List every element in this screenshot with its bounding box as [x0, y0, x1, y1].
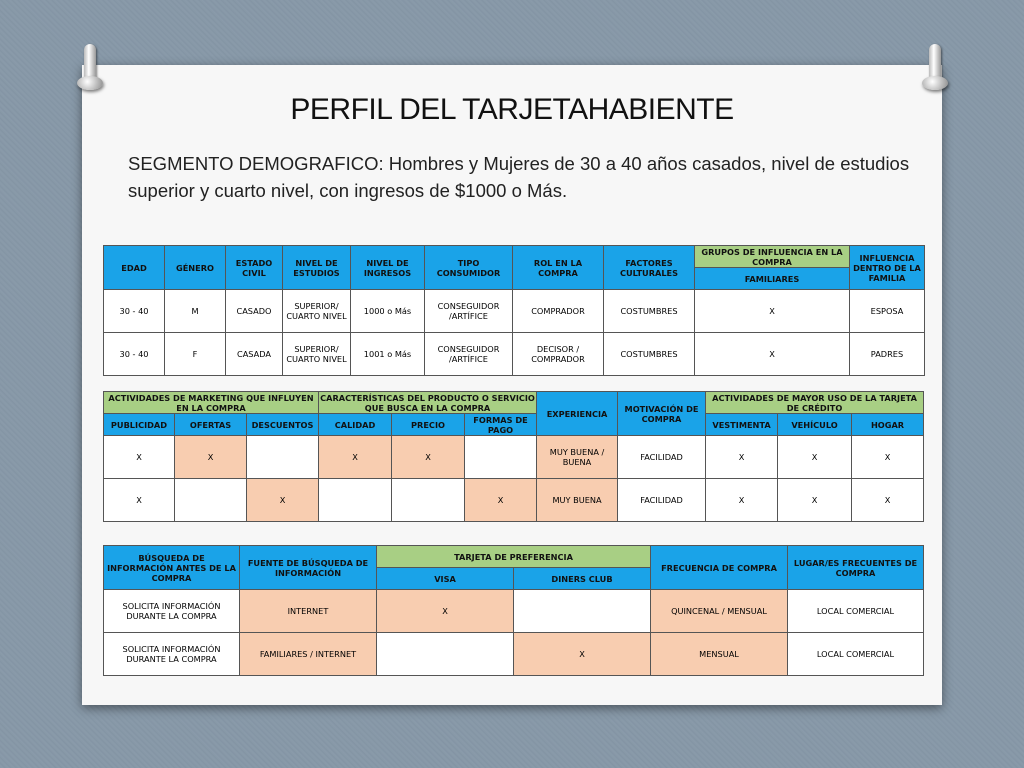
header-ofertas: OFERTAS — [175, 414, 247, 436]
header-experiencia: EXPERIENCIA — [537, 392, 618, 436]
table-cell: COSTUMBRES — [604, 290, 695, 333]
header-estado-civil: ESTADO CIVIL — [226, 246, 283, 290]
table-preferences — [103, 545, 924, 676]
table-cell: MENSUAL — [651, 633, 788, 676]
header-nivel-estudios: NIVEL DE ESTUDIOS — [283, 246, 351, 290]
table-cell: X — [392, 436, 465, 479]
table-marketing — [103, 391, 924, 522]
table-cell — [465, 436, 537, 479]
table-cell: X — [852, 479, 924, 522]
table-cell: FAMILIARES / INTERNET — [240, 633, 377, 676]
segment-text: Hombres y Mujeres de 30 a 40 años casados, nivel de estudios superior y cuarto nivel, con ingresos de $1000 o Más. — [128, 153, 910, 201]
table-cell: INTERNET — [240, 590, 377, 633]
header-tarjeta-preferencia: TARJETA DE PREFERENCIA — [377, 546, 651, 568]
table-cell: CONSEGUIDOR /ARTÍFICE — [425, 333, 513, 376]
table-cell: PADRES — [850, 333, 925, 376]
header-tipo-consumidor: TIPO CONSUMIDOR — [425, 246, 513, 290]
table-cell: QUINCENAL / MENSUAL — [651, 590, 788, 633]
table-cell: X — [104, 479, 175, 522]
header-descuentos: DESCUENTOS — [247, 414, 319, 436]
table-cell: DECISOR / COMPRADOR — [513, 333, 604, 376]
segment-paragraph — [128, 150, 918, 204]
segment-label: SEGMENTO DEMOGRAFICO: — [128, 153, 384, 174]
table-cell: X — [377, 590, 514, 633]
table-cell: X — [778, 436, 852, 479]
table-cell: CASADA — [226, 333, 283, 376]
table-cell: COSTUMBRES — [604, 333, 695, 376]
table-row — [104, 333, 925, 376]
header-grupos-influencia: GRUPOS DE INFLUENCIA EN LA COMPRA — [695, 246, 850, 268]
table-row — [104, 479, 924, 522]
table-cell: X — [852, 436, 924, 479]
table-cell — [377, 633, 514, 676]
table-cell: LOCAL COMERCIAL — [788, 633, 924, 676]
header-diners: DINERS CLUB — [514, 568, 651, 590]
table-cell: X — [706, 436, 778, 479]
pushpin-left-icon — [77, 44, 103, 90]
table-cell: LOCAL COMERCIAL — [788, 590, 924, 633]
table-cell: MUY BUENA / BUENA — [537, 436, 618, 479]
table-row — [104, 590, 924, 633]
table-cell: X — [514, 633, 651, 676]
header-caracteristicas: CARACTERÍSTICAS DEL PRODUCTO O SERVICIO QUE BUSCA EN LA COMPRA — [320, 392, 535, 413]
header-rol-compra: ROL EN LA COMPRA — [513, 246, 604, 290]
header-publicidad: PUBLICIDAD — [104, 414, 175, 436]
header-precio: PRECIO — [392, 414, 465, 436]
header-factores-culturales: FACTORES CULTURALES — [604, 246, 695, 290]
table-cell — [247, 436, 319, 479]
table-cell: X — [175, 436, 247, 479]
table-cell: F — [165, 333, 226, 376]
table-cell: X — [706, 479, 778, 522]
table-cell: M — [165, 290, 226, 333]
header-actividades-marketing: ACTIVIDADES DE MARKETING QUE INFLUYEN EN LA COMPRA — [104, 392, 319, 414]
header-hogar: HOGAR — [852, 414, 924, 436]
header-influencia-familia: INFLUENCIA DENTRO DE LA FAMILIA — [850, 246, 925, 290]
header-fuente: FUENTE DE BÚSQUEDA DE INFORMACIÓN — [240, 546, 377, 590]
table-cell: FACILIDAD — [618, 436, 706, 479]
table-cell: SUPERIOR/ CUARTO NIVEL — [283, 333, 351, 376]
table-cell: COMPRADOR — [513, 290, 604, 333]
table-cell: X — [319, 436, 392, 479]
header-vestimenta: VESTIMENTA — [706, 414, 778, 436]
table-cell: SOLICITA INFORMACIÓN DURANTE LA COMPRA — [104, 633, 240, 676]
table-cell: MUY BUENA — [537, 479, 618, 522]
table-cell: X — [778, 479, 852, 522]
table-cell: X — [695, 290, 850, 333]
slide-title: PERFIL DEL TARJETAHABIENTE — [290, 93, 734, 126]
header-calidad: CALIDAD — [319, 414, 392, 436]
header-visa: VISA — [377, 568, 514, 590]
table-cell: CONSEGUIDOR /ARTÍFICE — [425, 290, 513, 333]
table-cell: SUPERIOR/ CUARTO NIVEL — [283, 290, 351, 333]
header-lugares: LUGAR/ES FRECUENTES DE COMPRA — [788, 546, 924, 590]
table-cell: 1000 o Más — [351, 290, 425, 333]
table-cell: 30 - 40 — [104, 333, 165, 376]
header-nivel-ingresos: NIVEL DE INGRESOS — [351, 246, 425, 290]
table-cell: X — [695, 333, 850, 376]
table-cell — [392, 479, 465, 522]
table-cell: ESPOSA — [850, 290, 925, 333]
table-cell: 1001 o Más — [351, 333, 425, 376]
table-cell — [514, 590, 651, 633]
table-cell: SOLICITA INFORMACIÓN DURANTE LA COMPRA — [104, 590, 240, 633]
table-row — [104, 436, 924, 479]
table-cell — [175, 479, 247, 522]
header-actividades-uso: ACTIVIDADES DE MAYOR USO DE LA TARJETA DE CRÉDITO — [706, 392, 924, 414]
table-cell: 30 - 40 — [104, 290, 165, 333]
table-demographic — [103, 245, 925, 376]
header-vehiculo: VEHÍCULO — [778, 414, 852, 436]
header-edad: EDAD — [104, 246, 165, 290]
table-cell: CASADO — [226, 290, 283, 333]
table-cell: X — [104, 436, 175, 479]
table-row — [104, 633, 924, 676]
header-genero: GÉNERO — [165, 246, 226, 290]
table-cell: X — [465, 479, 537, 522]
table-cell: FACILIDAD — [618, 479, 706, 522]
header-frecuencia: FRECUENCIA DE COMPRA — [651, 546, 788, 590]
table-cell — [319, 479, 392, 522]
table-row — [104, 290, 925, 333]
table-cell: X — [247, 479, 319, 522]
header-motivacion: MOTIVACIÓN DE COMPRA — [618, 392, 706, 436]
header-busqueda: BÚSQUEDA DE INFORMACIÓN ANTES DE LA COMPRA — [104, 546, 240, 590]
header-formas-pago: FORMAS DE PAGO — [465, 414, 537, 436]
pushpin-right-icon — [922, 44, 948, 90]
header-familiares: FAMILIARES — [695, 268, 850, 290]
